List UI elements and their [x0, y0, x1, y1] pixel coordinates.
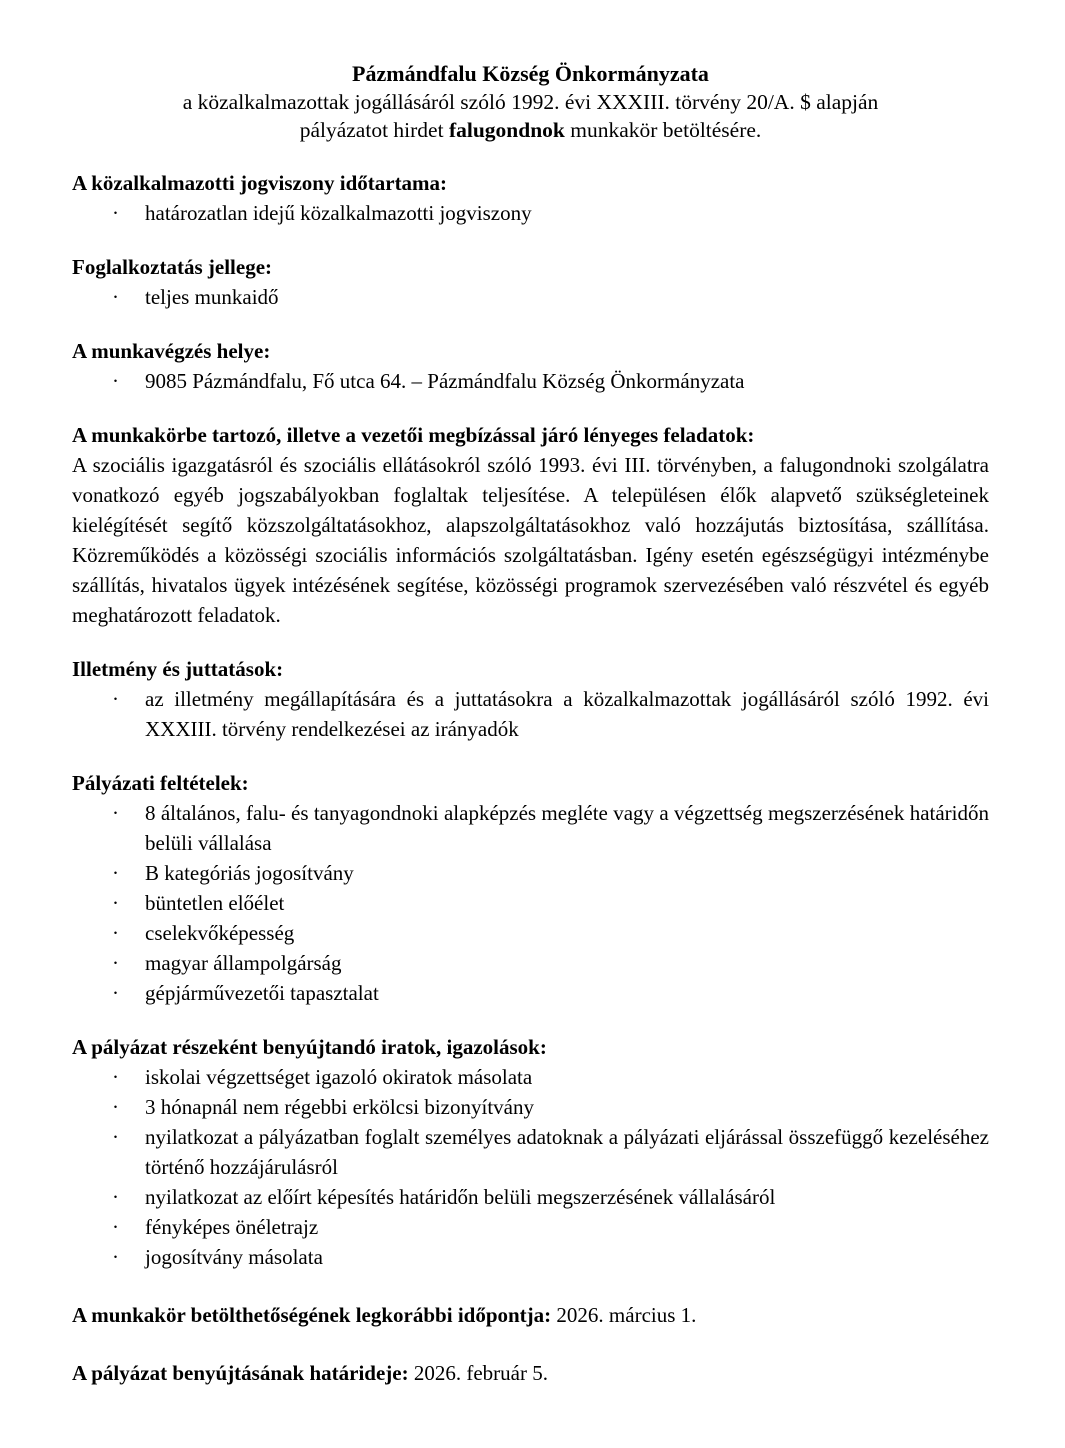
bullet-list-item [72, 888, 989, 918]
section-heading: Illetmény és juttatások: [72, 657, 284, 681]
bullet-item-text: 8 általános, falu- és tanyagondnoki alapképzés megléte vagy a végzettség megszerzésének határidőn belüli vállalása [145, 801, 989, 855]
section-heading: A munkakörbe tartozó, illetve a vezetői megbízással járó lényeges feladatok: [72, 423, 755, 447]
document-subtitle-line2 [72, 116, 989, 144]
bullet-item-text: teljes munkaidő [145, 285, 279, 309]
document-title: Pázmándfalu Község Önkormányzata [352, 61, 709, 86]
bullet-dot-icon: · [112, 951, 119, 975]
bullet-item-text: cselekvőképesség [145, 921, 295, 945]
bullet-list-item [72, 366, 989, 396]
document-section [72, 768, 989, 1008]
section-heading: A közalkalmazotti jogviszony időtartama: [72, 171, 448, 195]
bullet-dot-icon: · [112, 1095, 119, 1119]
bullet-dot-icon: · [112, 369, 119, 393]
subtitle-prefix-text: pályázatot hirdet [299, 118, 444, 142]
bullet-dot-icon: · [112, 891, 119, 915]
bullet-item-text: B kategóriás jogosítvány [145, 861, 354, 885]
bullet-dot-icon: · [112, 981, 119, 1005]
section-heading: Foglalkoztatás jellege: [72, 255, 273, 279]
bullet-list-item [72, 684, 989, 744]
document-section [72, 420, 989, 630]
bullet-dot-icon: · [112, 861, 119, 885]
section-heading: Pályázati feltételek: [72, 771, 249, 795]
bullet-item-text: büntetlen előélet [145, 891, 285, 915]
sections-container [72, 168, 989, 1272]
bullet-list-item [72, 1062, 989, 1092]
bullet-item-text: nyilatkozat a pályázatban foglalt személyes adatoknak a pályázati eljárással összefüggő kezeléséhez történő hozzájárulásról [145, 1125, 989, 1179]
document-subtitle-line1: a közalkalmazottak jogállásáról szóló 1992. évi XXXIII. törvény 20/A. $ alapján [182, 90, 879, 114]
bullet-item-text: jogosítvány másolata [145, 1245, 323, 1269]
bullet-item-text: 9085 Pázmándfalu, Fő utca 64. – Pázmándfalu Község Önkormányzata [145, 369, 745, 393]
bullet-item-text: gépjárművezetői tapasztalat [145, 981, 379, 1005]
bullet-dot-icon: · [112, 285, 119, 309]
bullet-list-item [72, 282, 989, 312]
earliest-start-date-label: A munkakör betölthetőségének legkorábbi időpontja: [72, 1303, 552, 1327]
earliest-start-date-line [72, 1300, 989, 1330]
application-deadline-value: 2026. február 5. [413, 1361, 548, 1385]
bullet-dot-icon: · [112, 1185, 119, 1209]
bullet-list-item [72, 1242, 989, 1272]
bullet-dot-icon: · [112, 801, 119, 825]
document-header [72, 60, 989, 144]
bullet-dot-icon: · [112, 1215, 119, 1239]
bullet-item-text: nyilatkozat az előírt képesítés határidőn belüli megszerzésének vállalásáról [145, 1185, 776, 1209]
bullet-item-text: az illetmény megállapítására és a juttatásokra a közalkalmazottak jogállásáról szóló 1992. évi XXXIII. törvény rendelkezései az irányadók [145, 687, 989, 741]
bullet-dot-icon: · [112, 1125, 119, 1149]
section-heading: A pályázat részeként benyújtandó iratok, igazolások: [72, 1035, 547, 1059]
bullet-list-item [72, 798, 989, 858]
bullet-list-item [72, 858, 989, 888]
bullet-dot-icon: · [112, 201, 119, 225]
subtitle-suffix-text: munkakör betöltésére. [570, 118, 762, 142]
document-section [72, 336, 989, 396]
bullet-item-text: határozatlan idejű közalkalmazotti jogviszony [145, 201, 532, 225]
bullet-item-text: 3 hónapnál nem régebbi erkölcsi bizonyítvány [145, 1095, 534, 1119]
document-section [72, 252, 989, 312]
bullet-item-text: iskolai végzettséget igazoló okiratok másolata [145, 1065, 533, 1089]
bullet-item-text: magyar állampolgárság [145, 951, 342, 975]
bullet-list-item [72, 1182, 989, 1212]
bullet-list-item [72, 978, 989, 1008]
bullet-list-item [72, 198, 989, 228]
bullet-list-item [72, 948, 989, 978]
bullet-list-item [72, 1122, 989, 1182]
earliest-start-date-value: 2026. március 1. [556, 1303, 697, 1327]
job-title-emphasis: falugondnok [448, 118, 565, 142]
section-paragraph: A szociális igazgatásról és szociális ellátásokról szóló 1993. évi III. törvényben, a falugondnoki szolgálatra vonatkozó egyéb jogszabályokban foglaltak teljesítése. A településen élők alapvető szükségleteinek kielégítését segítő közszolgáltatásokhoz, alapszolgáltatásokhoz való hozzájutás biztosítása, szállítása. Közreműködés a közösségi szociális információs szolgáltatásban. Igény esetén egészségügyi intézménybe szállítás, hivatalos ügyek intézésének segítése, közösségi programok szervezésében való részvétel és egyéb meghatározott feladatok. [72, 453, 989, 627]
document-section [72, 168, 989, 228]
bullet-dot-icon: · [112, 921, 119, 945]
application-deadline-line [72, 1358, 989, 1388]
bullet-item-text: fényképes önéletrajz [145, 1215, 319, 1239]
bullet-list-item [72, 1212, 989, 1242]
bullet-dot-icon: · [112, 687, 119, 711]
bullet-dot-icon: · [112, 1245, 119, 1269]
document-section [72, 654, 989, 744]
bullet-dot-icon: · [112, 1065, 119, 1089]
document-section [72, 1032, 989, 1272]
bullet-list-item [72, 1092, 989, 1122]
application-deadline-label: A pályázat benyújtásának határideje: [72, 1361, 409, 1385]
bullet-list-item [72, 918, 989, 948]
section-heading: A munkavégzés helye: [72, 339, 271, 363]
